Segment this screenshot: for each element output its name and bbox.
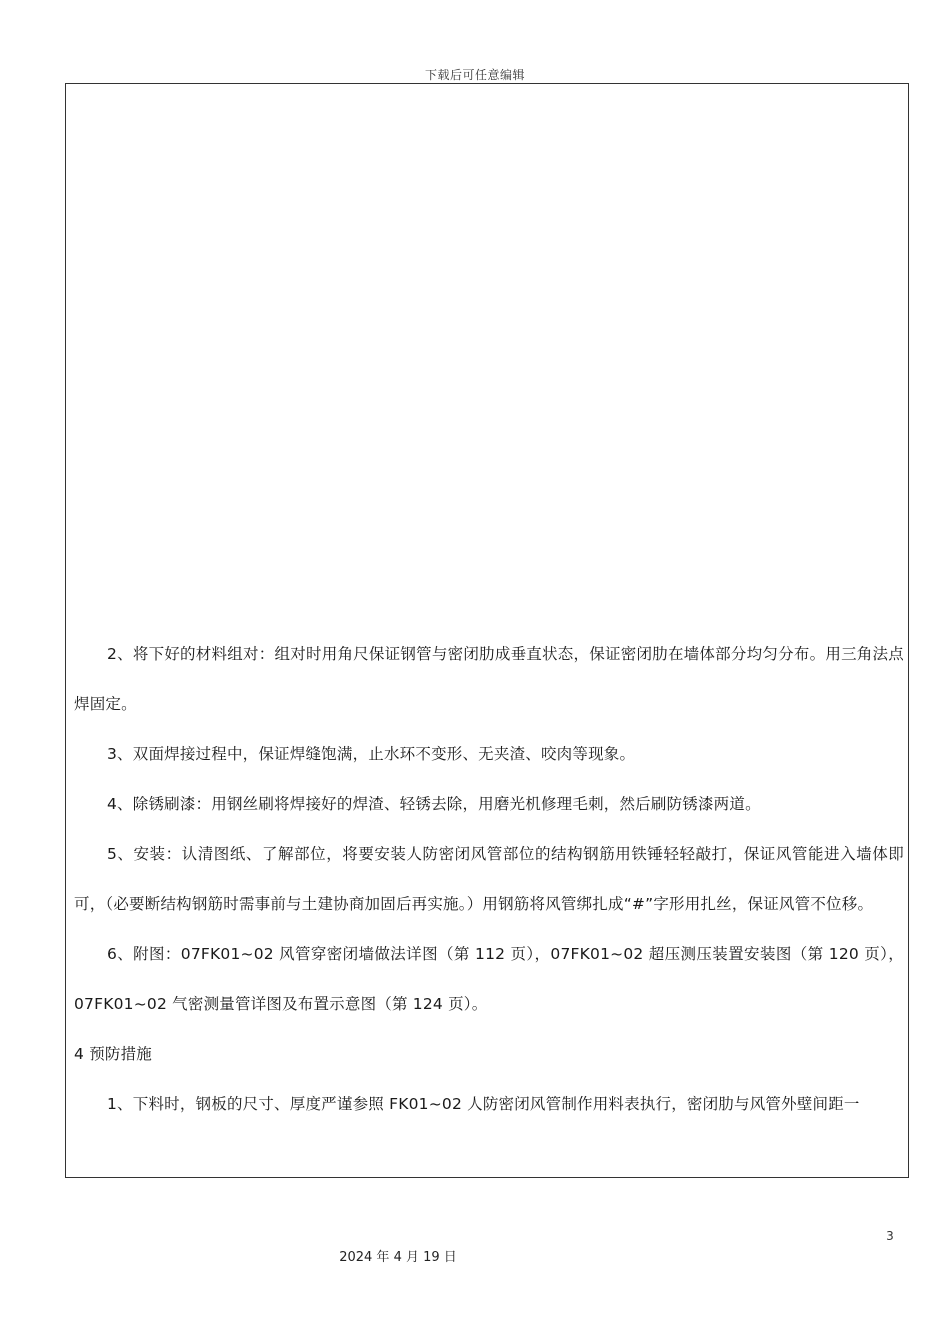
paragraph-step-3: 3、双面焊接过程中，保证焊缝饱满，止水环不变形、无夹渣、咬肉等现象。 <box>107 745 636 763</box>
header-note: 下载后可任意编辑 <box>424 68 525 82</box>
paragraph-step-4: 4、除锈刷漆：用钢丝刷将焊接好的焊渣、轻锈去除，用磨光机修理毛刺，然后刷防锈漆两道。 <box>107 795 761 813</box>
footer-date: 2024 年 4 月 19 日 <box>339 1250 457 1265</box>
page-number: 3 <box>886 1229 894 1243</box>
document-body <box>74 629 904 1129</box>
section-heading-prevention: 4 预防措施 <box>74 1045 152 1063</box>
paragraph-step-6: 6、附图：07FK01~02 风管穿密闭墙做法详图（第 112 页），07FK01~02 超压测压装置安装图（第 120 页），07FK01~02 气密测量管详图及布置示意图（第 124 页）。 <box>74 945 904 1013</box>
paragraph-step-5: 5、安装：认清图纸、了解部位，将要安装人防密闭风管部位的结构钢筋用铁锤轻轻敲打，保证风管能进入墙体即可，（必要断结构钢筋时需事前与土建协商加固后再实施。）用钢筋将风管绑扎成“#”字形用扎丝，保证风管不位移。 <box>74 845 904 913</box>
paragraph-step-2: 2、将下好的材料组对：组对时用角尺保证钢管与密闭肋成垂直状态，保证密闭肋在墙体部分均匀分布。用三角法点焊固定。 <box>74 645 904 713</box>
paragraph-prevention-1: 1、下料时，钢板的尺寸、厚度严谨参照 FK01~02 人防密闭风管制作用料表执行，密闭肋与风管外壁间距一 <box>107 1095 860 1113</box>
